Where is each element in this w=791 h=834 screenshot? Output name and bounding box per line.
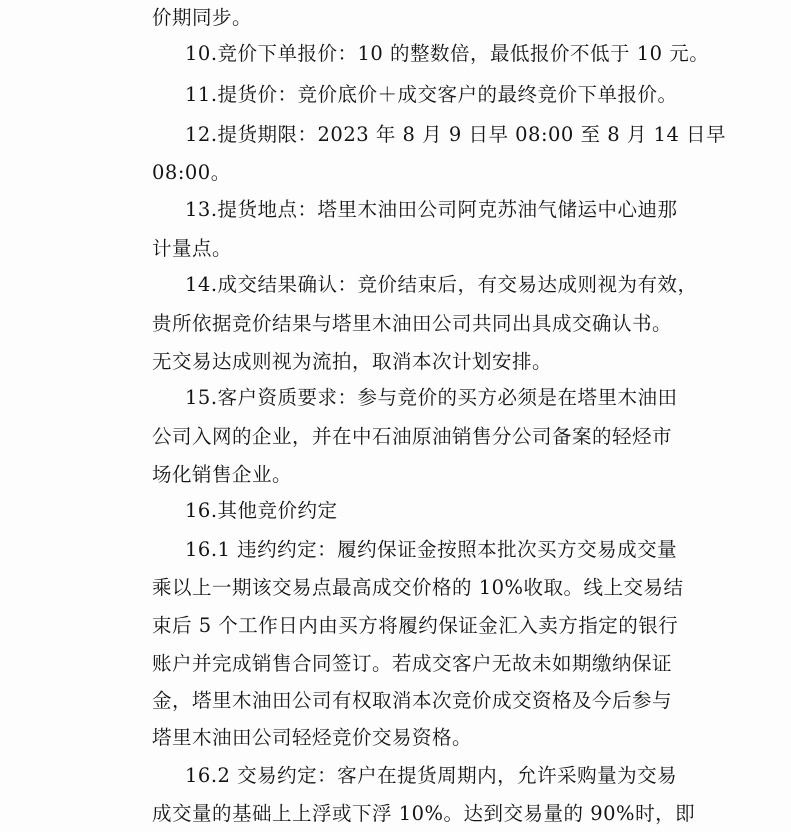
text-line-item-11: 11.提货价：竞价底价＋成交客户的最终竞价下单报价。 (185, 83, 678, 106)
text-line-item-13: 13.提货地点：塔里木油田公司阿克苏油气储运中心迪那 (185, 198, 678, 221)
text-line-item-16-1-cont-2: 束后 5 个工作日内由买方将履约保证金汇入卖方指定的银行 (152, 614, 679, 637)
text-line-price-sync: 价期同步。 (152, 6, 253, 29)
text-line-item-16-1-cont-1: 乘以上一期该交易点最高成交价格的 10%收取。线上交易结 (152, 576, 684, 599)
text-line-item-10: 10.竞价下单报价：10 的整数倍，最低报价不低于 10 元。 (185, 42, 710, 65)
text-line-item-16-1-cont-5: 塔里木油田公司轻烃竞价交易资格。 (152, 726, 473, 749)
text-line-item-15-cont-1: 公司入网的企业，并在中石油原油销售分公司备案的轻烃市 (152, 425, 673, 448)
text-line-item-12-cont: 08:00。 (152, 161, 231, 184)
text-line-item-15-cont-2: 场化销售企业。 (152, 463, 293, 486)
text-line-item-14: 14.成交结果确认：竞价结束后，有交易达成则视为有效， (185, 273, 698, 296)
text-line-item-16-1-cont-4: 金，塔里木油田公司有权取消本次竞价成交资格及今后参与 (152, 689, 673, 712)
text-line-item-16-1-cont-3: 账户并完成销售合同签订。若成交客户无故未如期缴纳保证 (152, 652, 673, 675)
text-line-item-16-2: 16.2 交易约定：客户在提货周期内，允许采购量为交易 (185, 764, 678, 787)
text-line-item-16-2-cont-1: 成交量的基础上上浮或下浮 10%。达到交易量的 90%时，即 (152, 802, 696, 825)
text-line-item-16-1: 16.1 违约约定：履约保证金按照本批次买方交易成交量 (185, 538, 678, 561)
text-line-item-14-cont-2: 无交易达成则视为流拍，取消本次计划安排。 (152, 350, 553, 373)
text-line-item-12: 12.提货期限：2023 年 8 月 9 日早 08:00 至 8 月 14 日早 (185, 123, 727, 146)
text-line-item-13-cont: 计量点。 (152, 237, 233, 260)
text-line-item-14-cont-1: 贵所依据竞价结果与塔里木油田公司共同出具成交确认书。 (152, 312, 673, 335)
text-line-item-16-heading: 16.其他竞价约定 (185, 499, 338, 522)
text-line-item-15: 15.客户资质要求：参与竞价的买方必须是在塔里木油田 (185, 386, 678, 409)
